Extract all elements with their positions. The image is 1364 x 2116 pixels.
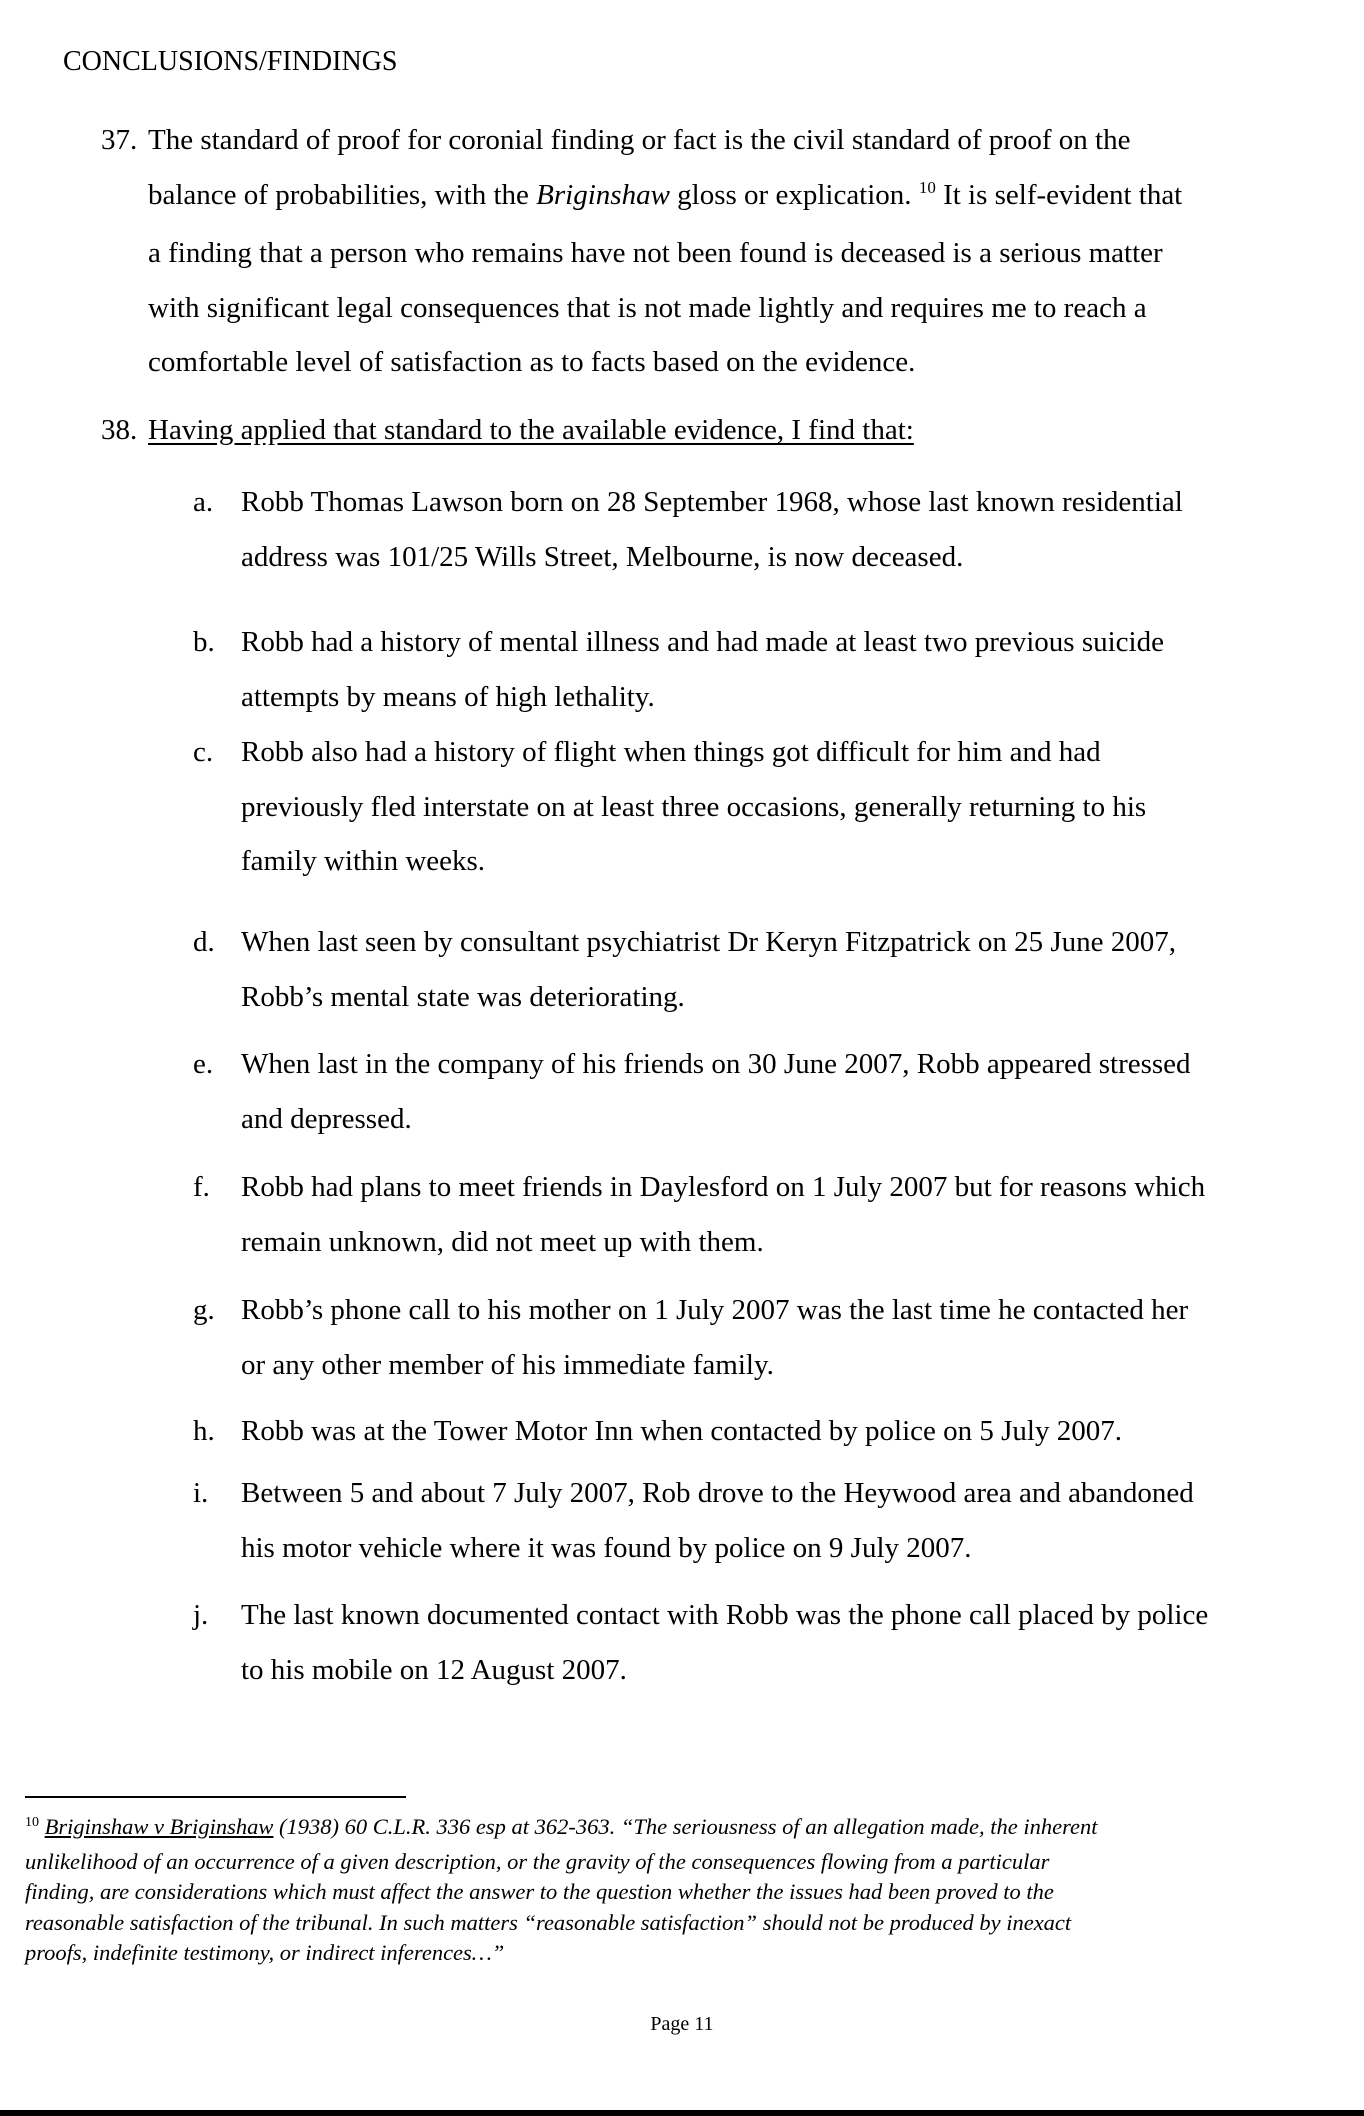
finding-line: Robb Thomas Lawson born on 28 September 1968, whose last known residential	[241, 486, 1183, 518]
text-run: balance of probabilities, with the	[148, 178, 537, 211]
finding-line: Robb’s phone call to his mother on 1 July 2007 was the last time he contacted her	[241, 1294, 1189, 1326]
paragraph-37	[101, 113, 1301, 390]
text-run: It is self-evident that	[935, 178, 1183, 211]
footnote-quote: “The seriousness of an allegation made, the inherent	[620, 1814, 1098, 1839]
finding-line: Robb had a history of mental illness and had made at least two previous suicide	[241, 626, 1164, 658]
finding-label: a.	[193, 486, 214, 518]
page-number: Page 11	[650, 2013, 714, 2035]
finding-item	[193, 1466, 1313, 1575]
finding-item	[193, 1588, 1313, 1697]
finding-text	[241, 1283, 1313, 1392]
finding-line: When last in the company of his friends on 30 June 2007, Robb appeared stressed	[241, 1048, 1191, 1080]
finding-label: b.	[193, 626, 215, 658]
finding-line: When last seen by consultant psychiatrist Dr Keryn Fitzpatrick on 25 June 2007,	[241, 926, 1177, 958]
finding-line: to his mobile on 12 August 2007.	[241, 1653, 627, 1686]
finding-line: attempts by means of high lethality.	[241, 680, 655, 713]
text-run: gloss or explication.	[669, 178, 919, 211]
paragraph-line: with significant legal consequences that is not made lightly and requires me to reach a	[148, 291, 1147, 324]
finding-item	[193, 475, 1313, 584]
footnote	[25, 1812, 1325, 1969]
finding-line: and depressed.	[241, 1102, 412, 1135]
footnote-line: proofs, indefinite testimony, or indirect inferences…”	[25, 1940, 505, 1965]
finding-item	[193, 1160, 1313, 1269]
finding-item	[193, 1404, 1313, 1459]
footnote-separator	[25, 1796, 406, 1798]
finding-label: g.	[193, 1294, 215, 1326]
page-bottom-border	[0, 2110, 1364, 2116]
footnote-line: reasonable satisfaction of the tribunal. In such matters “reasonable satisfaction” should not be produced by inexact	[25, 1909, 1072, 1935]
finding-line: family within weeks.	[241, 845, 486, 877]
paragraph-body	[148, 113, 1301, 390]
footnote-line	[25, 1812, 1325, 1847]
finding-label: j.	[193, 1599, 209, 1631]
footnote-case-name: Briginshaw v Briginshaw	[44, 1814, 274, 1839]
finding-line: Robb had plans to meet friends in Daylesford on 1 July 2007 but for reasons which	[241, 1171, 1206, 1203]
finding-line: or any other member of his immediate family.	[241, 1348, 774, 1381]
paragraph-number: 38.	[101, 414, 138, 446]
footnote-line: unlikelihood of an occurrence of a given description, or the gravity of the consequences flowing from a particular	[25, 1848, 1050, 1874]
finding-label: i.	[193, 1477, 209, 1509]
finding-item	[193, 615, 1313, 724]
finding-line: Robb also had a history of flight when things got difficult for him and had	[241, 736, 1101, 768]
finding-line: remain unknown, did not meet up with them.	[241, 1225, 764, 1258]
paragraph-body-underlined: Having applied that standard to the available evidence, I find that:	[148, 414, 914, 446]
finding-line: his motor vehicle where it was found by police on 9 July 2007.	[241, 1531, 972, 1564]
finding-line: previously fled interstate on at least three occasions, generally returning to his	[241, 790, 1147, 823]
finding-line: The last known documented contact with Robb was the phone call placed by police	[241, 1599, 1209, 1631]
finding-text	[241, 1037, 1313, 1146]
footnote-citation: (1938) 60 C.L.R. 336 esp at 362-363.	[273, 1814, 621, 1839]
finding-item	[193, 915, 1313, 1024]
finding-line: Robb’s mental state was deteriorating.	[241, 980, 685, 1013]
paragraph-38	[101, 403, 1301, 458]
finding-item	[193, 1283, 1313, 1392]
paragraph-line	[148, 168, 1301, 227]
finding-line: address was 101/25 Wills Street, Melbourne, is now deceased.	[241, 540, 964, 573]
finding-label: e.	[193, 1048, 214, 1080]
finding-text	[241, 1588, 1313, 1697]
footnote-number: 10	[25, 1815, 39, 1830]
footnote-reference[interactable]: 10	[918, 177, 936, 197]
finding-text	[241, 1160, 1313, 1269]
paragraph-number: 37.	[101, 124, 138, 156]
finding-label: d.	[193, 926, 215, 958]
case-name-italic: Briginshaw	[536, 178, 670, 211]
finding-item	[193, 1037, 1313, 1146]
finding-label: h.	[193, 1415, 215, 1447]
finding-line: Between 5 and about 7 July 2007, Rob drove to the Heywood area and abandoned	[241, 1477, 1194, 1509]
finding-text	[241, 1404, 1313, 1459]
paragraph-line: a finding that a person who remains have not been found is deceased is a serious matter	[148, 237, 1163, 269]
finding-text	[241, 615, 1313, 724]
finding-text	[241, 915, 1313, 1024]
finding-text	[241, 1466, 1313, 1575]
paragraph-line: comfortable level of satisfaction as to facts based on the evidence.	[148, 346, 916, 378]
finding-item	[193, 725, 1313, 889]
finding-line: Robb was at the Tower Motor Inn when contacted by police on 5 July 2007.	[241, 1415, 1122, 1447]
section-heading: CONCLUSIONS/FINDINGS	[63, 46, 398, 77]
paragraph-line: The standard of proof for coronial finding or fact is the civil standard of proof on the	[148, 124, 1131, 156]
finding-text	[241, 725, 1313, 889]
finding-text	[241, 475, 1313, 584]
finding-label: f.	[193, 1171, 210, 1203]
footnote-line: finding, are considerations which must affect the answer to the question whether the issues had been proved to the	[25, 1879, 1054, 1904]
finding-label: c.	[193, 736, 214, 768]
